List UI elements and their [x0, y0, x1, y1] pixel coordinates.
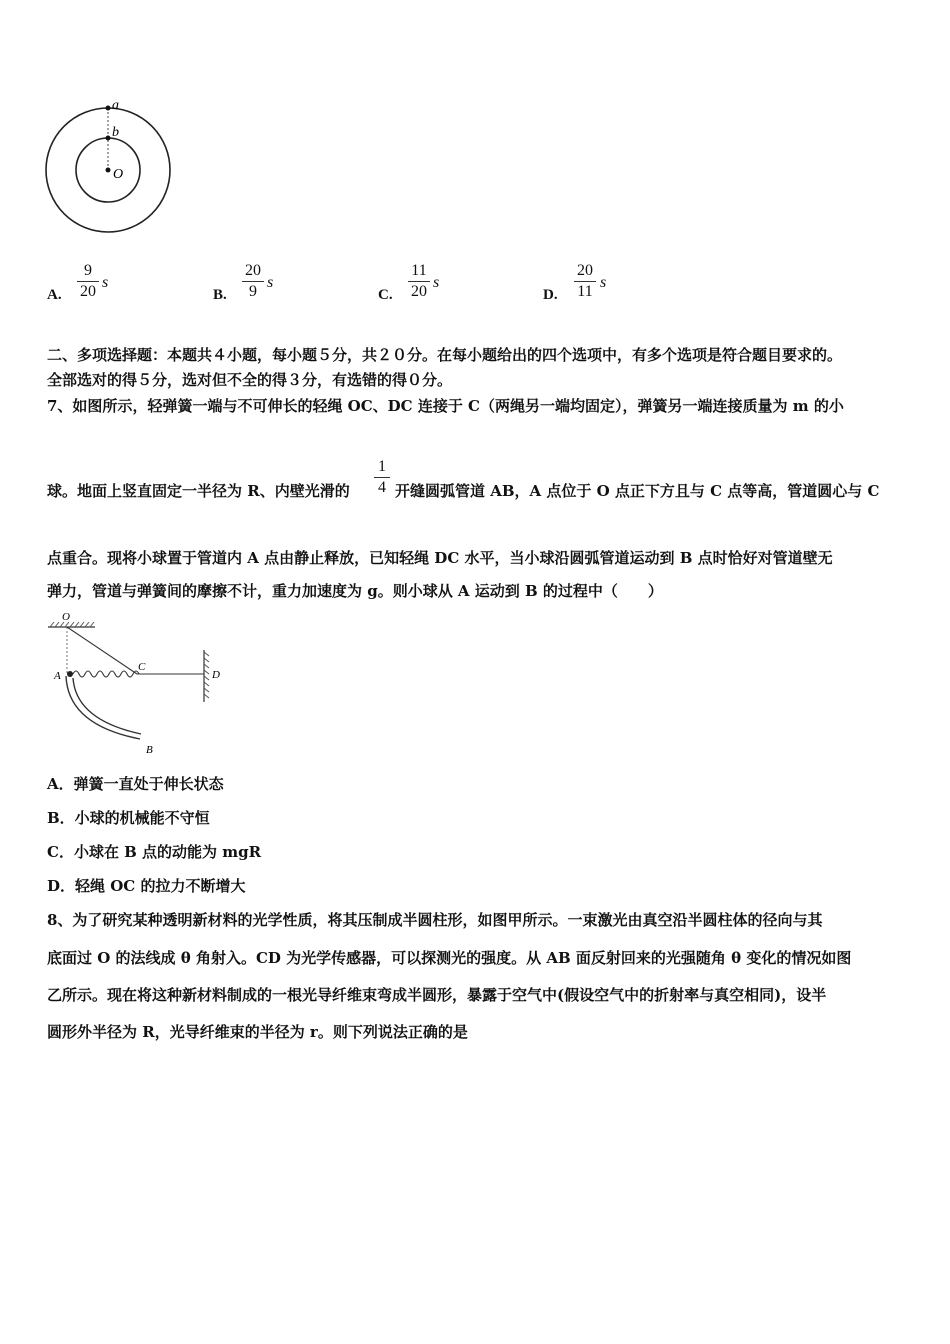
q8-line1: 8、为了研究某种透明新材料的光学性质，将其压制成半圆柱形，如图甲所示。一束激光由真空沿半圆柱体的径向与其 [47, 911, 823, 929]
option-d-unit: s [600, 274, 607, 291]
option-c-den: 20 [411, 283, 427, 300]
spring-pipe-figure [40, 610, 240, 760]
arc-pipe-inner [73, 678, 141, 734]
q7-line4: 弹力，管道与弹簧间的摩擦不计，重力加速度为 g。则小球从 A 运动到 B 的过程中（ ） [47, 582, 663, 600]
q7-option-d[interactable]: D．轻绳 OC 的拉力不断增大 [47, 877, 246, 895]
q7-option-c[interactable]: C．小球在 B 点的动能为 mgR [47, 843, 262, 861]
q7-option-b[interactable]: B．小球的机械能不守恒 [47, 809, 210, 827]
q7-line3: 点重合。现将小球置于管道内 A 点由静止释放，已知轻绳 DC 水平，当小球沿圆弧管道运动到 B 点时恰好对管道壁无 [47, 549, 833, 567]
option-c-num: 11 [411, 262, 427, 279]
option-d-label[interactable]: D. [543, 287, 558, 303]
spring-coil [73, 671, 139, 677]
option-a-den: 20 [80, 283, 96, 300]
q7-option-a[interactable]: A．弹簧一直处于伸长状态 [47, 775, 224, 793]
option-d-den: 11 [577, 283, 593, 300]
wall-hatch [204, 652, 209, 698]
q7-quarter-fraction [374, 458, 390, 497]
label-d: D [212, 669, 220, 681]
label-b: B [146, 744, 153, 756]
label-o: O [113, 167, 124, 182]
option-b-unit: s [267, 274, 274, 291]
section2-line2: 全部选对的得５分，选对但不全的得３分，有选错的得０分。 [47, 371, 453, 389]
q8-line3: 乙所示。现在将这种新材料制成的一根光导纤维束弯成半圆形，暴露于空气中(假设空气中的折射率与真空相同)，设半 [47, 986, 827, 1004]
option-b-num: 20 [245, 262, 261, 279]
option-c-label[interactable]: C. [378, 287, 393, 303]
rope-oc [67, 627, 137, 674]
option-a-unit: s [102, 274, 109, 291]
q8-line2: 底面过 O 的法线成 θ 角射入。CD 为光学传感器，可以探测光的强度。从 AB 面反射回来的光强随角 θ 变化的情况如图 [47, 949, 852, 967]
option-b-fraction [242, 262, 264, 301]
q7-line1: 7、如图所示，轻弹簧一端与不可伸长的轻绳 OC、DC 连接于 C（两绳另一端均固定），弹簧另一端连接质量为 m 的小 [47, 397, 844, 415]
label-b: b [112, 125, 119, 140]
q7-frac-den: 4 [378, 479, 386, 496]
q8-line4: 圆形外半径为 R，光导纤维束的半径为 r。则下列说法正确的是 [47, 1023, 468, 1041]
option-d-fraction [574, 262, 596, 301]
label-a: A [54, 670, 61, 682]
label-c: C [138, 661, 146, 673]
concentric-circles-figure [40, 95, 180, 240]
point-o [106, 168, 111, 173]
option-a-num: 9 [84, 262, 92, 279]
option-d-num: 20 [577, 262, 593, 279]
option-a-label[interactable]: A. [47, 287, 62, 303]
q7-line2a: 球。地面上竖直固定一半径为 R、内壁光滑的 [47, 482, 350, 500]
arc-pipe-outer [66, 676, 140, 739]
label-o: O [62, 611, 70, 623]
q7-line2b: 开缝圆弧管道 AB，A 点位于 O 点正下方且与 C 点等高，管道圆心与 C [395, 482, 880, 500]
option-b-den: 9 [249, 283, 257, 300]
q7-frac-num: 1 [378, 458, 386, 475]
ball [67, 671, 73, 677]
section2-line1: 二、多项选择题：本题共４小题，每小题５分，共２０分。在每小题给出的四个选项中，有多个选项是符合题目要求的。 [47, 346, 843, 364]
option-b-label[interactable]: B. [213, 287, 227, 303]
point-b [106, 136, 111, 141]
option-c-fraction [408, 262, 430, 301]
label-a: a [112, 98, 119, 113]
option-c-unit: s [433, 274, 440, 291]
ceiling-hatch [50, 622, 94, 627]
point-a [106, 106, 111, 111]
option-a-fraction [77, 262, 99, 301]
